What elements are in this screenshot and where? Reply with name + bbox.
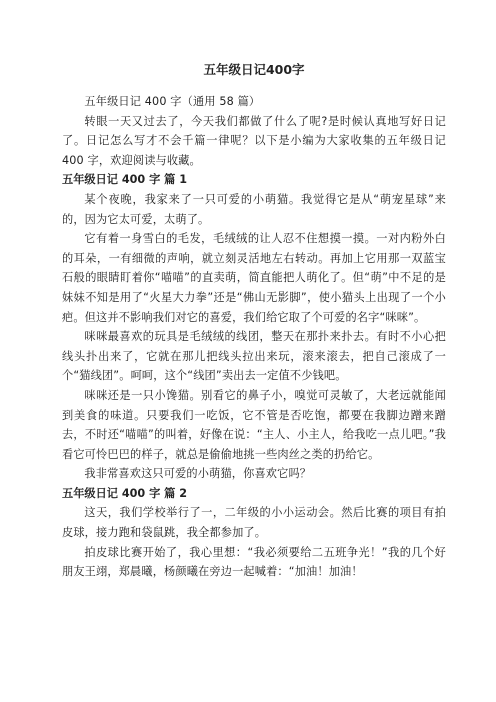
section-heading: 五年级日记 400 字 篇 2 — [62, 486, 188, 500]
body-paragraph: 某个夜晚，我家来了一只可爱的小萌猫。我觉得它是从“萌宠星球”来的，因为它太可爱，太萌了。 — [62, 192, 446, 226]
body-paragraph: 咪咪最喜欢的玩具是毛绒绒的线团，整天在那扑来扑去。有时不小心把线头扑出来了，它就在那儿把线头拉出来玩，滚来滚去，把自己滚成了一个“猫线团”。呵呵，这个“线团”卖出去一定值不少钱吧。 — [62, 330, 446, 383]
body-paragraph: 它有着一身雪白的毛发，毛绒绒的让人忍不住想摸一摸。一对内粉外白的耳朵，一有细微的声响，就立刻灵活地左右转动。再加上它用那一双蓝宝石般的眼睛盯着你“喵喵”的直卖萌，简直能把人萌化了。但“萌”中不足的是妹妹不知是用了“火星大力拳”还是“佛山无影脚”，使小猫头上出现了一个小疤。但这并不影响我们对它的喜爱，我们给它取了个可爱的名字“咪咪”。 — [62, 232, 446, 324]
intro-paragraph: 转眼一天又过去了，今天我们都做了什么了呢?是时候认真地写好日记了。日记怎么写才不会千篇一律呢？以下是小编为大家收集的五年级日记 400 字，欢迎阅读与收藏。 — [62, 114, 446, 167]
body-paragraph: 拍皮球比赛开始了，我心里想：“我必须要给二五班争光！”我的几个好朋友王翊，郑晨曦，杨颜曦在旁边一起喊着：“加油！加油！ — [62, 545, 446, 579]
section-heading: 五年级日记 400 字 篇 1 — [62, 173, 188, 187]
body-paragraph: 咪咪还是一只小馋猫。别看它的鼻子小，嗅觉可灵敏了，大老远就能闻到美食的味道。只要我们一吃饭，它不管是否吃饱，都要在我脚边蹭来蹭去，不时还“喵喵”的叫着，好像在说：“主人、小主人，给我吃一点儿吧。”我看它可怜巴巴的样子，就总是偷偷地挑一些肉丝之类的扔给它。 — [62, 388, 446, 461]
document-title: 五年级日记400字 — [203, 62, 305, 77]
body-paragraph: 我非常喜欢这只可爱的小萌猫，你喜欢它吗？ — [84, 467, 312, 481]
subtitle-line: 五年级日记 400 字（通用 58 篇） — [84, 95, 261, 108]
body-paragraph: 这天，我们学校举行了一，二年级的小小运动会。然后比赛的项目有拍皮球，接力跑和袋鼠跳，我全都参加了。 — [62, 506, 446, 540]
